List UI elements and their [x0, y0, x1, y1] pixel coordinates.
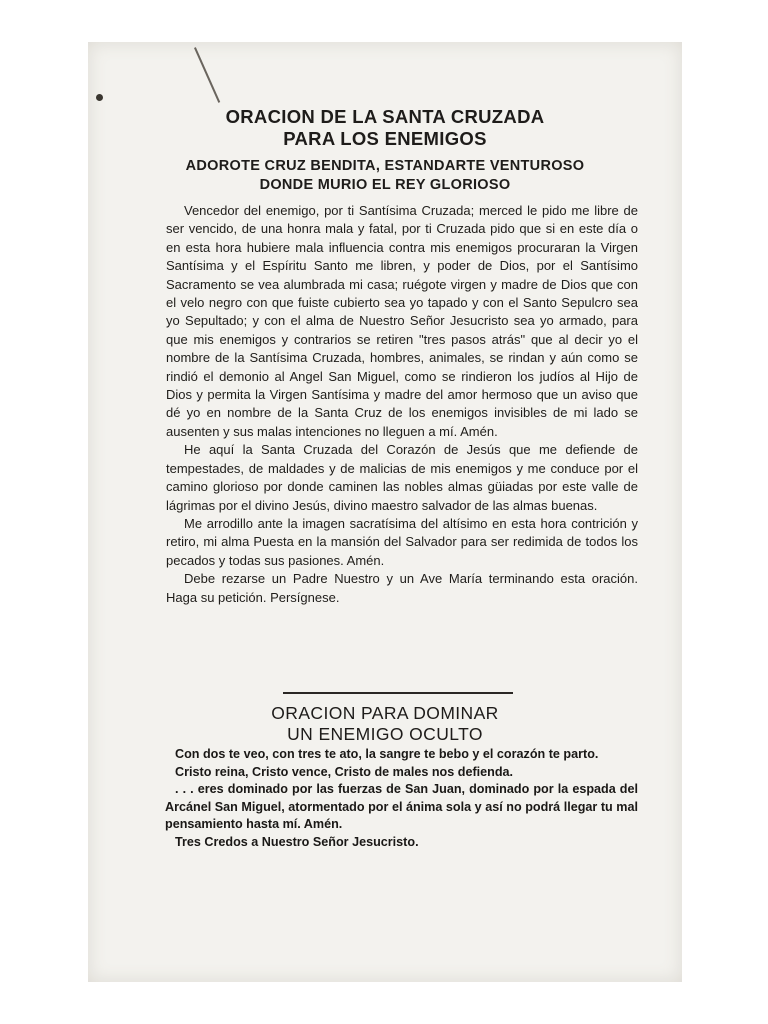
- section-divider: [283, 692, 513, 694]
- second-prayer-body: [165, 746, 638, 852]
- second-title-line-1: ORACION PARA DOMINAR: [271, 703, 499, 723]
- title-line-1: ORACION DE LA SANTA CRUZADA: [225, 106, 545, 127]
- subtitle-line-2: DONDE MURIO EL REY GLORIOSO: [259, 177, 511, 193]
- paragraph-3: Me arrodillo ante la imagen sacratísima del altísimo en esta hora contrición y retiro, mi alma Puesta en la mansión del Salvador para ser redimida de todos los pecados y todas sus pasiones. Amén.: [166, 515, 638, 568]
- stain-mark: [96, 94, 103, 101]
- paragraph2-4: Tres Credos a Nuestro Señor Jesucristo.: [175, 834, 419, 849]
- paper-scratch: [194, 47, 220, 103]
- subtitle-line-1: ADOROTE CRUZ BENDITA, ESTANDARTE VENTUROSO: [185, 158, 585, 174]
- paragraph2-1: Con dos te veo, con tres te ato, la sangre te bebo y el corazón te parto.: [175, 747, 599, 761]
- prayer-card: [88, 42, 682, 982]
- paragraph-2: He aquí la Santa Cruzada del Corazón de Jesús que me defiende de tempestades, de maldades y de malicias de mis enemigos y me conduce por el camino glorioso por donde caminen las nobles almas güiadas por este valle de lágrimas por el divino Jesús, divino maestro salvador de las almas buenas.: [166, 442, 638, 513]
- paragraph-1: Vencedor del enemigo, por ti Santísima Cruzada; merced le pido me libre de ser vencido, de una honra mala y fatal, por ti Cruzada pido que si en este día o en esta hora hubiere mala influencia contra mis enemigos procuraran la Virgen Santísima y el Espíritu Santo me libren, y poder de Dios, por el Santísimo Sacramento se vea alumbrada mi casa; ruégote virgen y madre de Dios que con el velo negro con que fuiste cubierto sea yo tapado y con el Santo Sepulcro sea yo Sepultado; y con el alma de Nuestro Señor Jesucristo sea yo armado, para que mis enemigos y contrarios se retiren "tres pasos atrás" que al decir yo el nombre de la Santísima Cruzada, hombres, animales, se rindan y aún como se rindió el demonio al Angel San Miguel, como se rindieron los judíos al Hijo de Dios y permita la Virgen Santísima y madre del amor hermoso que un aviso que dé yo en nombre de la Santa Cruz de los enemigos invisibles de mi lado se ausenten y sus malas intenciones no lleguen a mí. Amén.: [166, 203, 638, 439]
- second-title-line-2: UN ENEMIGO OCULTO: [287, 724, 483, 744]
- paragraph2-2: Cristo reina, Cristo vence, Cristo de males nos defienda.: [175, 764, 514, 779]
- title-line-2: PARA LOS ENEMIGOS: [283, 128, 487, 149]
- paragraph2-3: . . . eres dominado por las fuerzas de San Juan, dominado por la espada del Arcánel San Miguel, atormentado por el ánima sola y así no podrá llegar tu mal pensamiento hasta mí. Amén.: [165, 782, 638, 832]
- paragraph-4: Debe rezarse un Padre Nuestro y un Ave María terminando esta oración. Haga su petición. Persígnese.: [166, 571, 638, 605]
- prayer-body: [166, 202, 638, 607]
